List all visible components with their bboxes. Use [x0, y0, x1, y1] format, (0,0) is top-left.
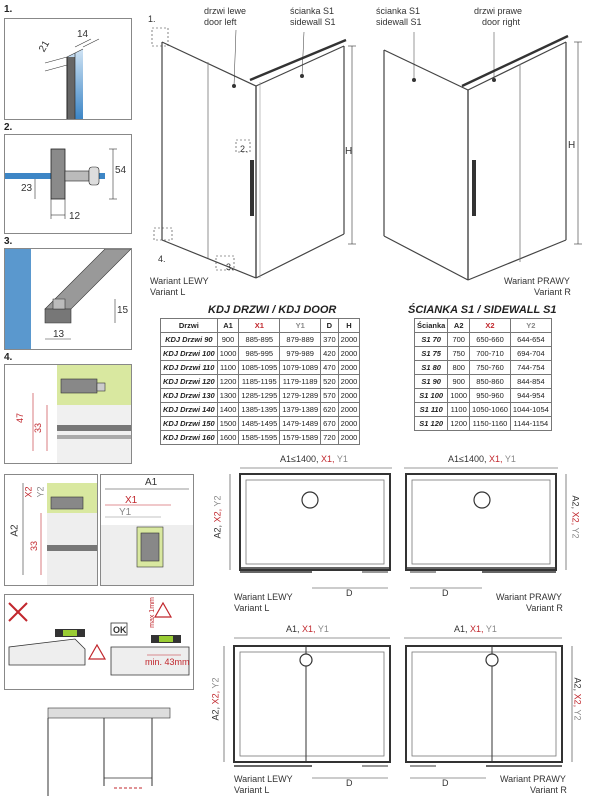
wall-table-cell: 644-654	[510, 333, 551, 347]
level-min: min. 43mm	[145, 657, 190, 667]
plan-tr-variant-en: Variant R	[526, 603, 563, 613]
step-number-1: 1.	[4, 4, 13, 15]
plan-bl	[212, 622, 402, 798]
plan-tr-a1: A1≤1400,	[448, 454, 487, 464]
door-table-cell: 2000	[338, 389, 360, 403]
plan-br-diagram	[402, 622, 598, 798]
door-table-cell: 2000	[338, 361, 360, 375]
wall-table-header-1: A2	[448, 319, 470, 333]
wall-table-cell: 650-660	[470, 333, 511, 347]
iso-left-variant-en: Variant L	[150, 287, 186, 297]
plan-tr-d: D	[442, 588, 449, 598]
iso-right-h: H	[568, 140, 576, 151]
door-table-header-1: A1	[217, 319, 239, 333]
step3-glass	[5, 249, 31, 349]
plan-tr-x2: X2,	[570, 511, 581, 526]
iso-left-h: H	[345, 146, 353, 157]
plan-br-side-label	[572, 678, 582, 721]
detail-a1-panel	[100, 474, 194, 586]
iso-left	[140, 0, 370, 300]
plan-tl-side-label	[212, 496, 222, 539]
door-table-cell: KDJ Drzwi 140	[161, 403, 218, 417]
door-table-cell: 1400	[217, 403, 239, 417]
door-table-header-0: Drzwi	[161, 319, 218, 333]
door-table-cell: 1285-1295	[239, 389, 280, 403]
door-table-title: KDJ DRZWI / KDJ DOOR	[208, 304, 337, 316]
plan-br-variant-en: Variant R	[530, 785, 567, 795]
step3-diagram	[5, 249, 131, 349]
plan-tr-top-label	[448, 454, 516, 464]
step4-dim-outer: 47	[15, 412, 26, 424]
wall-table-cell: 1200	[448, 417, 470, 431]
door-table-cell: 420	[321, 347, 339, 361]
door-table-cell: KDJ Drzwi 130	[161, 389, 218, 403]
door-table-cell: 985-995	[239, 347, 280, 361]
step2-dim-width: 12	[69, 211, 81, 222]
iso-left-wall-label: ścianka S1	[290, 6, 335, 16]
door-table-cell: 1185-1195	[239, 375, 280, 389]
plan-tr-y1: Y1	[504, 454, 516, 464]
plan-tr	[402, 452, 598, 618]
door-table-row	[161, 375, 360, 389]
plan-tr-x1: X1,	[489, 454, 503, 464]
step1-profile	[67, 57, 75, 119]
wall-table-cell: 1050-1060	[470, 403, 511, 417]
wall-table-cell: 750-760	[470, 361, 511, 375]
plan-tl-variant: Wariant LEWY	[234, 592, 293, 602]
door-table-cell: 1500	[217, 417, 239, 431]
door-table-cell: 520	[321, 375, 339, 389]
door-table-cell: 1585-1595	[239, 431, 280, 445]
door-table-cell: 1379-1389	[280, 403, 321, 417]
step-number-2: 2.	[4, 122, 13, 133]
level-ok: OK	[113, 625, 127, 635]
wall-table-cell: S1 120	[415, 417, 448, 431]
plan-bl-diagram	[212, 622, 402, 798]
plan-tl-a2: A2,	[212, 524, 223, 539]
plan-br-variant: Wariant PRAWY	[500, 774, 566, 784]
step4-dim-inner: 33	[33, 422, 44, 434]
step3-dim-height: 15	[117, 305, 129, 316]
iso-left-variant: Wariant LEWY	[150, 276, 209, 286]
wall-table-row	[415, 403, 552, 417]
door-table-cell: 879-889	[280, 333, 321, 347]
step2-panel	[4, 134, 132, 234]
door-table-row	[161, 389, 360, 403]
step1-dim-a: 21	[37, 38, 53, 55]
step-number-4: 4.	[4, 352, 13, 363]
wall-table-cell: 950-960	[470, 389, 511, 403]
wall-table-cell: 944-954	[510, 389, 551, 403]
door-table-header-4: D	[321, 319, 339, 333]
iso-right-door-label: drzwi prawe	[474, 6, 523, 16]
wall-table-cell: 1144-1154	[510, 417, 551, 431]
wall-table-cell: S1 90	[415, 375, 448, 389]
iso-right	[370, 0, 598, 300]
detail-a1-diagram	[101, 475, 193, 585]
step1-panel	[4, 18, 132, 120]
step4-rail	[57, 425, 131, 431]
door-table-row	[161, 403, 360, 417]
step4-panel	[4, 364, 132, 464]
plan-tr-a2: A2,	[570, 495, 581, 510]
wall-table-row	[415, 361, 552, 375]
plan-tl	[212, 452, 402, 618]
iso-left-num3: 3.	[226, 262, 234, 272]
detail-a1-label: A1	[145, 477, 158, 488]
door-table-cell: KDJ Drzwi 150	[161, 417, 218, 431]
plan-bl-y2: Y2	[210, 677, 221, 689]
door-table-cell: 470	[321, 361, 339, 375]
iso-right-wall-label: ścianka S1	[376, 6, 421, 16]
wall-table	[414, 318, 552, 431]
wall-table-cell: S1 100	[415, 389, 448, 403]
door-table-cell: 900	[217, 333, 239, 347]
plan-tr-y2: Y2	[570, 527, 581, 539]
wall-table-row	[415, 389, 552, 403]
step2-handle	[51, 149, 65, 199]
wall-table-cell: 744-754	[510, 361, 551, 375]
plan-bl-top-label	[286, 624, 329, 634]
wall-table-cell: S1 70	[415, 333, 448, 347]
plan-tl-a1: A1≤1400,	[280, 454, 319, 464]
iso-left-door-label-en: door left	[204, 17, 237, 27]
door-table-cell: 720	[321, 431, 339, 445]
door-table-cell: 1079-1089	[280, 361, 321, 375]
wall-table-cell: S1 110	[415, 403, 448, 417]
door-table-cell: 1100	[217, 361, 239, 375]
door-table-cell: 2000	[338, 417, 360, 431]
step3-panel	[4, 248, 132, 350]
wall-table-cell: 700	[448, 333, 470, 347]
door-table-cell: KDJ Drzwi 160	[161, 431, 218, 445]
wall-table-header-0: Ścianka	[415, 319, 448, 333]
door-table-cell: 979-989	[280, 347, 321, 361]
plan-bl-variant: Wariant LEWY	[234, 774, 293, 784]
plan-br-a2: A2,	[572, 677, 583, 692]
door-table-cell: 2000	[338, 403, 360, 417]
iso-left-num1: 1.	[148, 14, 156, 24]
door-table-cell: KDJ Drzwi 120	[161, 375, 218, 389]
plan-tr-side-label	[570, 496, 580, 539]
door-table-cell: 1085-1095	[239, 361, 280, 375]
plan-tl-x2: X2,	[212, 508, 223, 523]
wall-table-cell: 750	[448, 347, 470, 361]
wall-table-cell: 1000	[448, 389, 470, 403]
iso-left-wall-label-en: sidewall S1	[290, 17, 336, 27]
door-table-row	[161, 347, 360, 361]
door-table-cell: KDJ Drzwi 110	[161, 361, 218, 375]
wall-table-title: ŚCIANKA S1 / SIDEWALL S1	[408, 304, 557, 316]
door-table-cell: 1300	[217, 389, 239, 403]
plan-br-a1: A1,	[454, 624, 468, 634]
level-max: max 1mm	[148, 597, 156, 628]
iso-right-wall-label-en: sidewall S1	[376, 17, 422, 27]
floor-detail-diagram	[4, 706, 192, 796]
door-table	[160, 318, 360, 445]
door-table-cell: 885-895	[239, 333, 280, 347]
wall-table-cell: 700-710	[470, 347, 511, 361]
wall-table-cell: 1044-1054	[510, 403, 551, 417]
iso-left-door-label: drzwi lewe	[204, 6, 247, 16]
iso-left-diagram	[140, 0, 370, 300]
plan-br-x1: X1,	[470, 624, 484, 634]
iso-left-num2: 2.	[240, 144, 248, 154]
door-table-header-row	[161, 319, 360, 333]
detail-y1-label: Y1	[119, 507, 132, 518]
door-table-cell: 1385-1395	[239, 403, 280, 417]
door-table-header-2: X1	[239, 319, 280, 333]
door-table-row	[161, 361, 360, 375]
plan-bl-a2: A2,	[210, 706, 221, 721]
door-table-cell: 1200	[217, 375, 239, 389]
door-table-header-3: Y1	[280, 319, 321, 333]
door-table-cell: 2000	[338, 347, 360, 361]
plan-bl-side-label	[210, 678, 220, 721]
iso-left-num4: 4.	[158, 254, 166, 264]
detail-a2-dim: 33	[29, 540, 40, 552]
wall-table-cell: S1 75	[415, 347, 448, 361]
plan-tl-y2: Y2	[212, 495, 223, 507]
detail-x2-label: X2	[23, 486, 34, 498]
plan-br	[402, 622, 598, 798]
door-table-cell: 370	[321, 333, 339, 347]
level-diagram	[5, 595, 193, 689]
detail-a2-panel	[4, 474, 98, 586]
plan-bl-x1: X1,	[302, 624, 316, 634]
wall-table-header-2: X2	[470, 319, 511, 333]
plan-br-y2: Y2	[572, 709, 583, 721]
iso-right-variant: Wariant PRAWY	[504, 276, 570, 286]
wall-table-row	[415, 417, 552, 431]
plan-br-d: D	[442, 778, 449, 788]
door-table-cell: 570	[321, 389, 339, 403]
plan-tl-top-label	[280, 454, 348, 464]
door-table-cell: 2000	[338, 375, 360, 389]
detail-x1-label: X1	[125, 495, 138, 506]
iso-right-variant-en: Variant R	[534, 287, 571, 297]
door-table-cell: 1579-1589	[280, 431, 321, 445]
wall-table-row	[415, 375, 552, 389]
door-table-cell: 1479-1489	[280, 417, 321, 431]
iso-right-diagram	[370, 0, 598, 300]
wall-table-cell: 1100	[448, 403, 470, 417]
plan-bl-x2: X2,	[210, 690, 221, 705]
door-table-cell: 1600	[217, 431, 239, 445]
wall-table-cell: 844-854	[510, 375, 551, 389]
wall-table-cell: S1 80	[415, 361, 448, 375]
detail-a2-label: A2	[9, 524, 21, 537]
door-table-cell: 620	[321, 403, 339, 417]
step2-dim-left: 23	[21, 183, 33, 194]
door-table-row	[161, 333, 360, 347]
wall-table-cell: 1150-1160	[470, 417, 511, 431]
wall-table-cell: 694-704	[510, 347, 551, 361]
level-panel	[4, 594, 194, 690]
wall-table-header-row	[415, 319, 552, 333]
step1-dim-b: 14	[77, 29, 89, 40]
door-table-cell: KDJ Drzwi 90	[161, 333, 218, 347]
plan-tl-y1: Y1	[336, 454, 348, 464]
wall-table-header-3: Y2	[510, 319, 551, 333]
step1-diagram	[5, 19, 131, 119]
plan-bl-d: D	[346, 778, 353, 788]
plan-br-y1: Y1	[485, 624, 497, 634]
step-number-3: 3.	[4, 236, 13, 247]
plan-bl-a1: A1,	[286, 624, 300, 634]
door-table-cell: KDJ Drzwi 100	[161, 347, 218, 361]
door-table-row	[161, 417, 360, 431]
plan-tl-x1: X1,	[321, 454, 335, 464]
door-table-row	[161, 431, 360, 445]
door-table-cell: 2000	[338, 431, 360, 445]
detail-y2-label: Y2	[35, 486, 46, 498]
plan-tr-variant: Wariant PRAWY	[496, 592, 562, 602]
wall-table-row	[415, 347, 552, 361]
plan-tl-variant-en: Variant L	[234, 603, 270, 613]
door-table-cell: 1485-1495	[239, 417, 280, 431]
door-table-cell: 1179-1189	[280, 375, 321, 389]
wall-table-cell: 800	[448, 361, 470, 375]
plan-bl-variant-en: Variant L	[234, 785, 270, 795]
wall-table-cell: 850-860	[470, 375, 511, 389]
plan-br-x2: X2,	[572, 693, 583, 708]
door-table-cell: 1000	[217, 347, 239, 361]
door-table-cell: 2000	[338, 333, 360, 347]
wall-table-cell: 900	[448, 375, 470, 389]
door-table-header-5: H	[338, 319, 360, 333]
floor-detail	[4, 706, 192, 796]
door-table-cell: 1279-1289	[280, 389, 321, 403]
plan-br-top-label	[454, 624, 497, 634]
wall-table-row	[415, 333, 552, 347]
plan-tl-d: D	[346, 588, 353, 598]
plan-bl-y1: Y1	[317, 624, 329, 634]
iso-right-door-label-en: door right	[482, 17, 521, 27]
door-table-cell: 670	[321, 417, 339, 431]
step2-dim-height: 54	[115, 165, 127, 176]
step3-dim-width: 13	[53, 329, 65, 340]
